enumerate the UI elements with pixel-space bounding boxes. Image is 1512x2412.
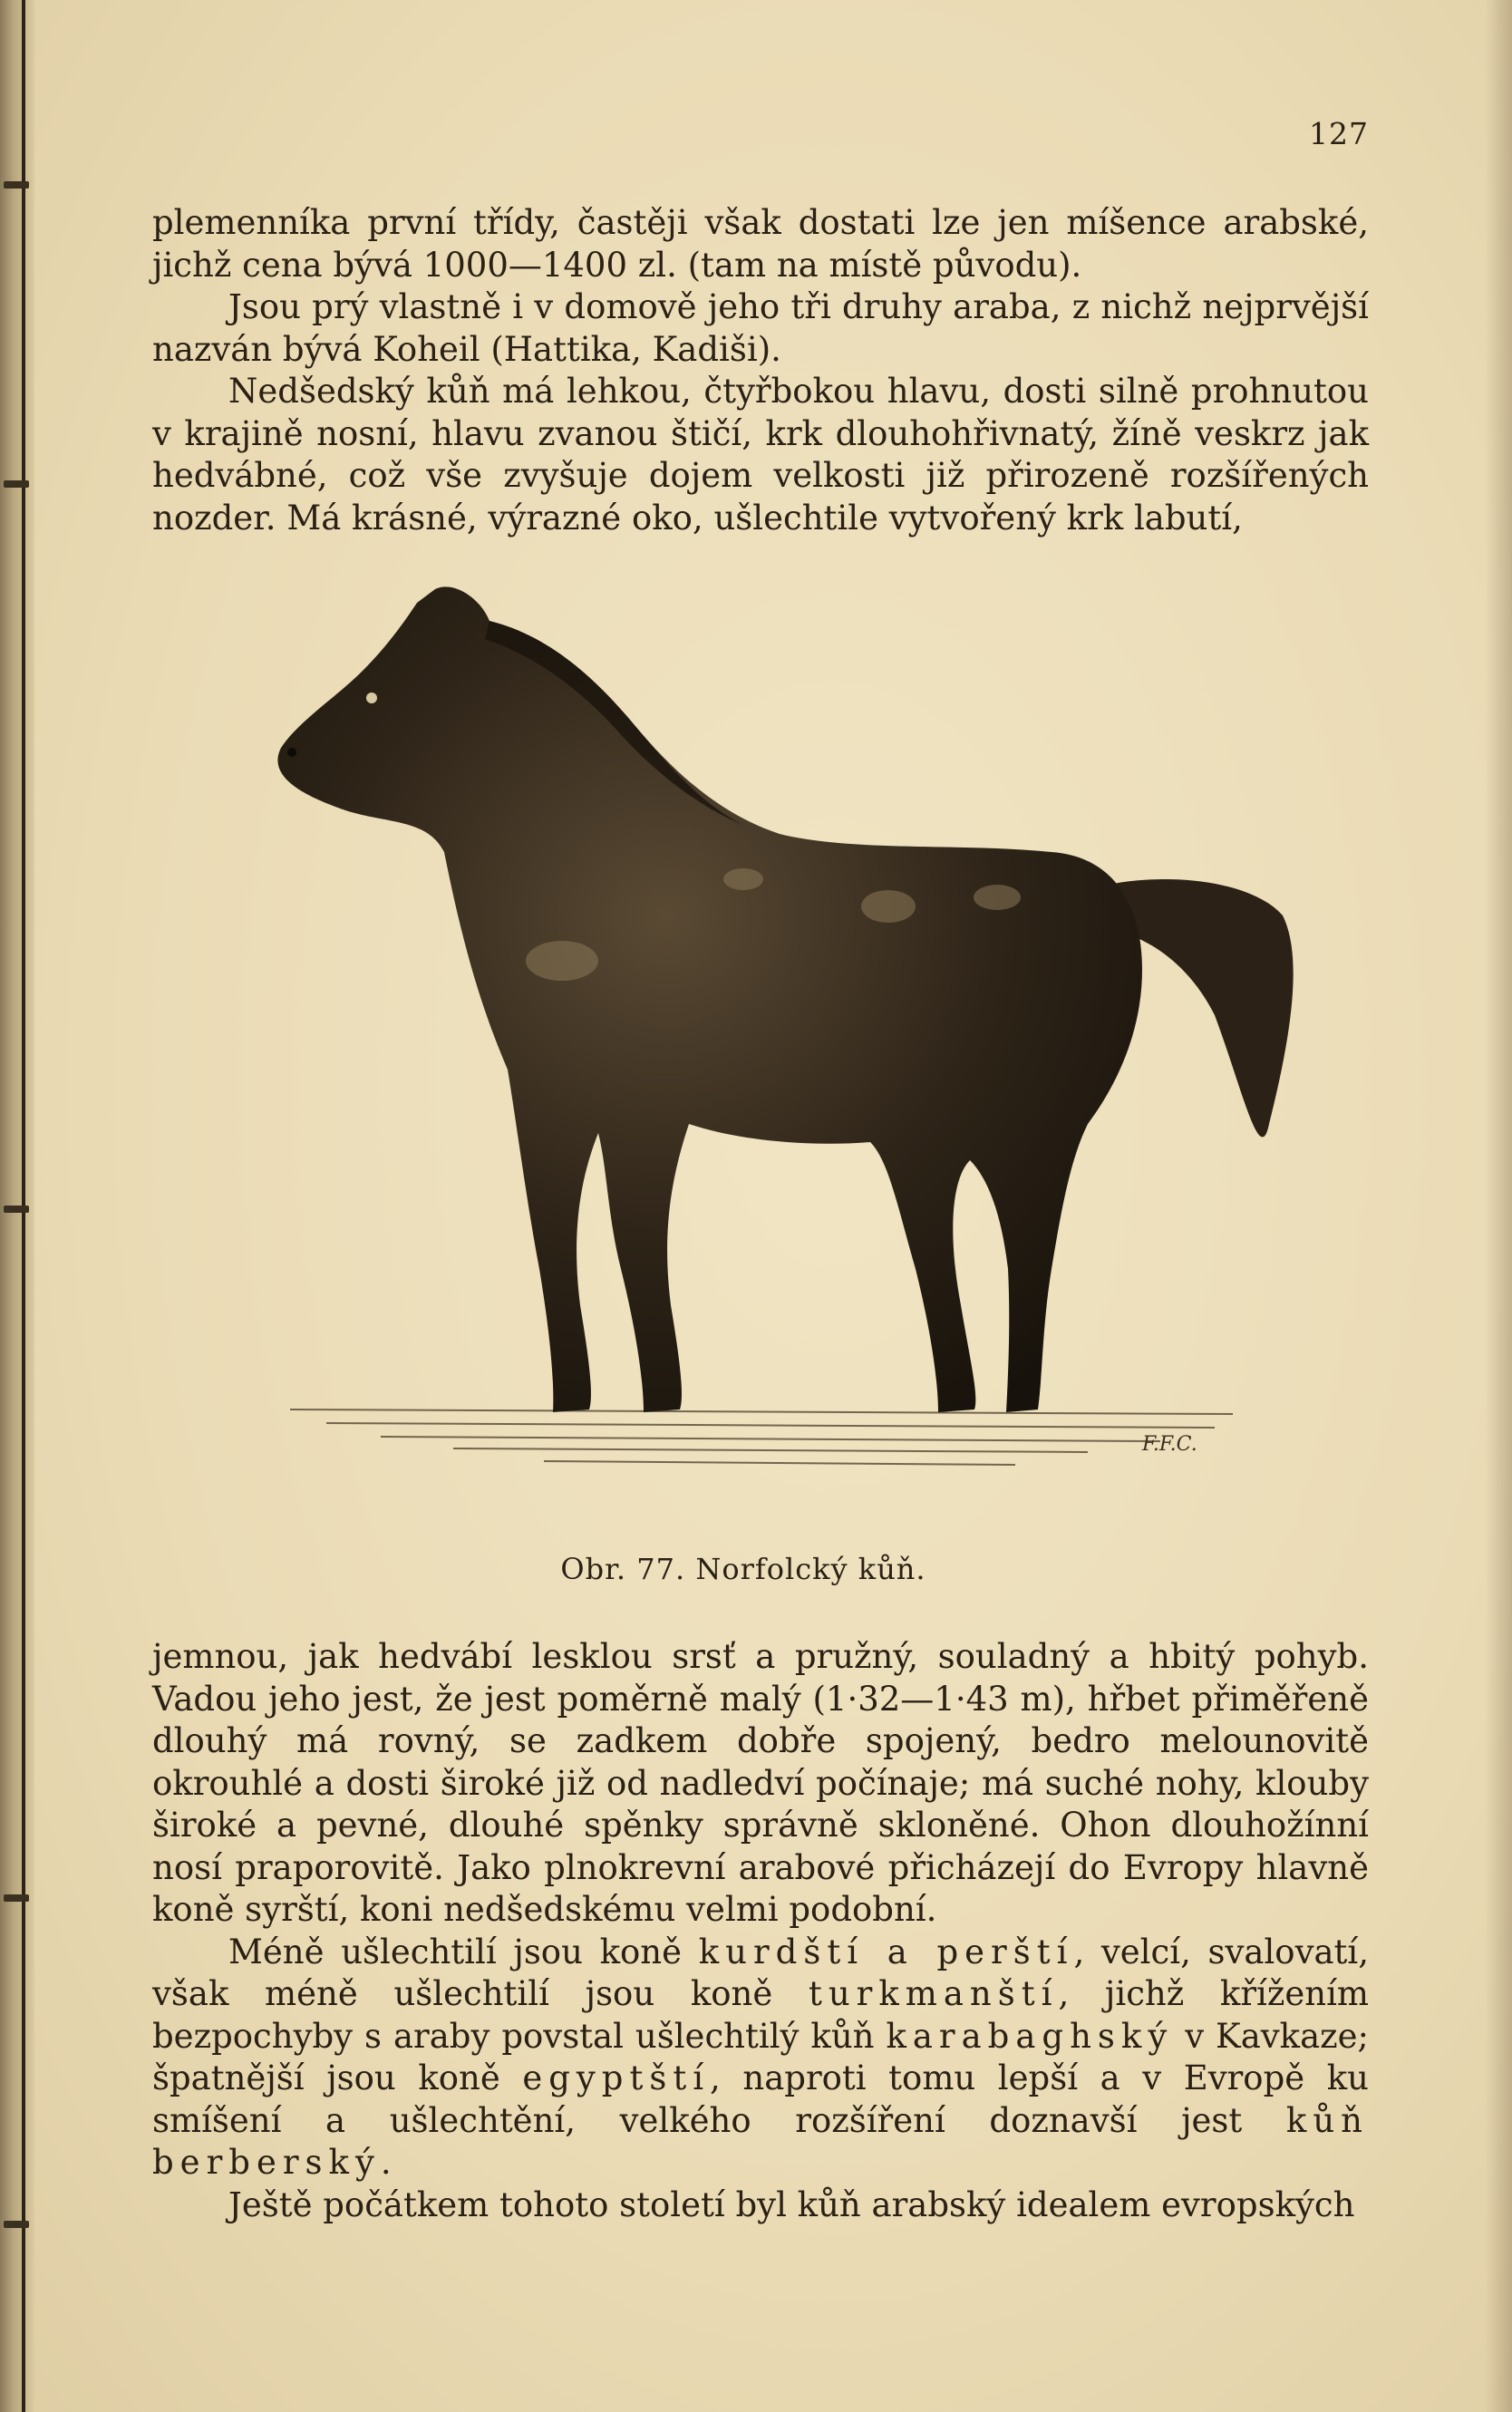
page-edge-shadow bbox=[1485, 0, 1512, 2412]
paragraph: Jsou prý vlastně i v domově jeho tři druhy araba, z nichž nejprvější nazván bývá Koheil (Hattika, Kadiši). bbox=[152, 287, 1369, 369]
horse-engraving bbox=[272, 580, 1305, 1523]
paragraph-run: , jichž křížením bezpochyby s araby povstal ušlechtilý kůň bbox=[152, 1974, 1369, 2056]
binding-mark bbox=[4, 1894, 29, 1902]
emphasized-term: turkmanští bbox=[808, 1974, 1059, 2013]
horse-body bbox=[277, 586, 1142, 1412]
paragraph: Ještě počátkem tohoto století byl kůň arabský idealem evropských bbox=[228, 2184, 1355, 2224]
engraver-signature: F.F.C. bbox=[1142, 1433, 1197, 1456]
binding-mark bbox=[4, 1206, 29, 1213]
text-block-bottom bbox=[152, 1636, 1369, 2226]
paragraph-run: , velcí, svalovatí, však méně ušlechtilí jsou koně bbox=[152, 1932, 1370, 2013]
emphasized-term: karabaghský bbox=[886, 2016, 1174, 2056]
paragraph: plemenníka první třídy, častěji však dostati lze jen míšence arabské, jichž cena bývá 1000—1400 zl. (tam na místě původu). bbox=[152, 203, 1369, 285]
ground-hatching bbox=[290, 1409, 1233, 1465]
paragraph-run: v Kavkaze; špatnější jsou koně bbox=[152, 2016, 1369, 2097]
horse-nostril bbox=[287, 748, 296, 757]
paragraph: Nedšedský kůň má lehkou, čtyřbokou hlavu, dosti silně prohnutou v krajině nosní, hlavu zvanou štičí, krk dlouhohřivnatý, žíně veskrz jak hedvábné, což vše zvyšuje dojem velkosti již přirozeně rozšířených nozder. Má krásné, výrazné oko, ušlechtile vytvořený krk labutí, bbox=[152, 372, 1369, 538]
paragraph-run: . bbox=[380, 2143, 392, 2182]
emphasized-term: kůň berberský bbox=[152, 2100, 1369, 2182]
paragraph bbox=[152, 1932, 1369, 2184]
binding-mark bbox=[4, 2221, 29, 2228]
paragraph: jemnou, jak hedvábí lesklou srsť a pružný, souladný a hbitý pohyb. Vadou jeho jest, že jest poměrně malý (1·32—1·43 m), hřbet přiměřeně dlouhý má rovný, se zadkem dobře spojený, bedro melounovitě okrouhlé a dosti široké již od nadledví počínaje; má suché nohy, klouby široké a pevné, dlouhé spěnky správně skloněné. Ohon dlouhožínní nosí praporovitě. Jako plnokrevní arabové přicházejí do Evropy hlavně koně syrští, koni nedšedskému velmi podobní. bbox=[152, 1637, 1369, 1929]
emphasized-term: egyptští bbox=[522, 2058, 711, 2097]
binding-mark bbox=[4, 181, 29, 189]
paragraph-run: , naproti tomu lepší a v Evropě ku smíšení a ušlechtění, velkého rozšíření doznavší jest bbox=[152, 2058, 1369, 2140]
binding-mark bbox=[4, 480, 29, 488]
horse-eye bbox=[366, 693, 377, 703]
text-block-top bbox=[152, 202, 1369, 539]
page-number: 127 bbox=[1309, 116, 1369, 151]
emphasized-term: kurdští a perští bbox=[698, 1932, 1074, 1971]
horse-illustration bbox=[272, 580, 1305, 1523]
figure-caption: Obr. 77. Norfolcký kůň. bbox=[560, 1552, 926, 1586]
paragraph-run: Méně ušlechtilí jsou koně bbox=[228, 1932, 699, 1971]
